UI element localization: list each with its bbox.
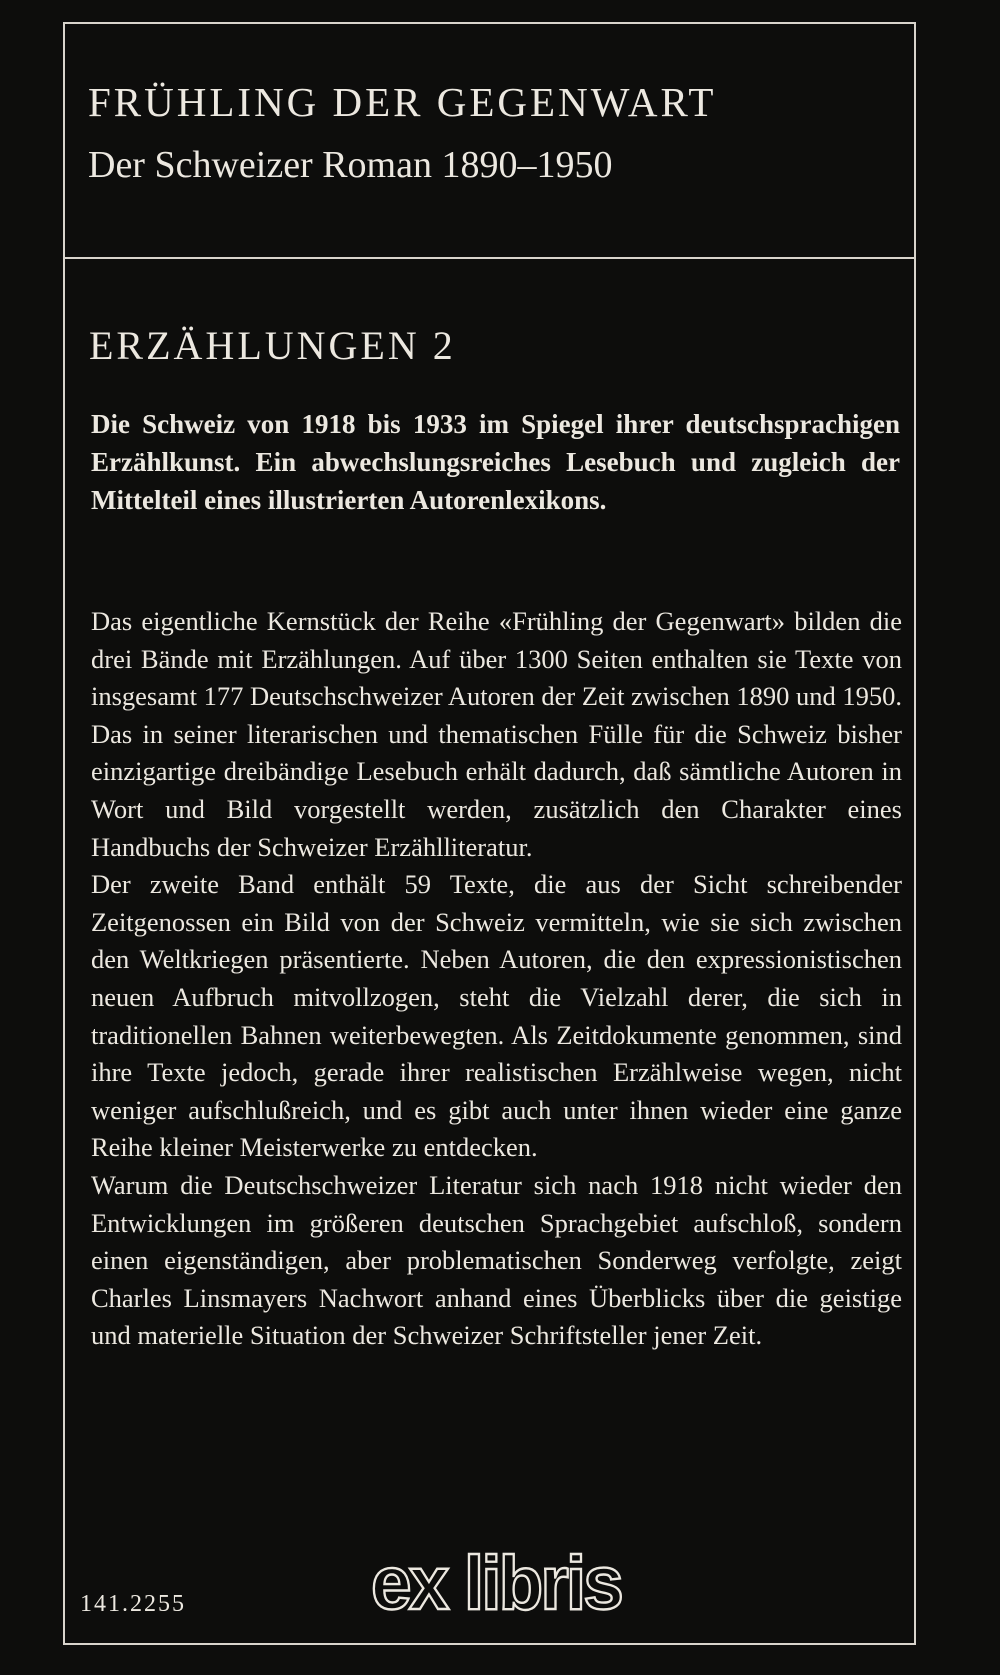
catalog-number: 141.2255 (80, 1591, 186, 1617)
volume-title: ERZÄHLUNGEN 2 (89, 323, 456, 368)
logo-wordmark: ex libris (371, 1546, 622, 1622)
header-divider (63, 257, 916, 259)
series-subtitle: Der Schweizer Roman 1890–1950 (88, 144, 613, 186)
description-paragraph: Der zweite Band enthält 59 Texte, die aus der Sicht schreibender Zeitgenossen ein Bild von der Schweiz vermitteln, wie sie sich zwischen den Weltkriegen präsentierte. Neben Autoren, die den expressionistischen neuen Aufbruch mitvollzogen, steht die Vielzahl derer, die sich in traditionellen Bahnen weiterbewegten. Als Zeitdokumente genommen, sind ihre Texte jedoch, gerade ihrer realistischen Erzählweise wegen, nicht weniger aufschlußreich, und es gibt auch unter ihnen wieder eine ganze Reihe kleiner Meisterwerke zu entdecken. (91, 869, 902, 1163)
series-title: FRÜHLING DER GEGENWART (88, 79, 717, 125)
description-paragraph: Das eigentliche Kernstück der Reihe «Frühling der Gegenwart» bilden die drei Bände mit Erzählungen. Auf über 1300 Seiten enthalten sie Texte von insgesamt 177 Deutschschweizer Autoren der Zeit zwischen 1890 und 1950. Das in seiner literarischen und thematischen Fülle für die Schweiz bisher einzigartige dreibändige Lesebuch erhält dadurch, daß sämtliche Autoren in Wort und Bild vorgestellt werden, zusätzlich den Charakter eines Handbuchs der Schweizer Erzählliteratur. (91, 606, 902, 862)
ex-libris-logo (368, 1546, 624, 1622)
description-text (91, 603, 902, 1355)
lead-paragraph: Die Schweiz von 1918 bis 1933 im Spiegel ihrer deutschsprachigen Erzählkunst. Ein abwechslungsreiches Lesebuch und zugleich der Mittelteil eines illustrierten Autorenlexikons. (91, 409, 900, 515)
description-paragraph: Warum die Deutschschweizer Literatur sich nach 1918 nicht wieder den Entwicklungen im größeren deutschen Sprachgebiet aufschloß, sondern einen eigenständigen, aber problematischen Sonderweg verfolgte, zeigt Charles Linsmayers Nachwort anhand eines Überblicks über die geistige und materielle Situation der Schweizer Schriftsteller jener Zeit. (91, 1169, 902, 1351)
